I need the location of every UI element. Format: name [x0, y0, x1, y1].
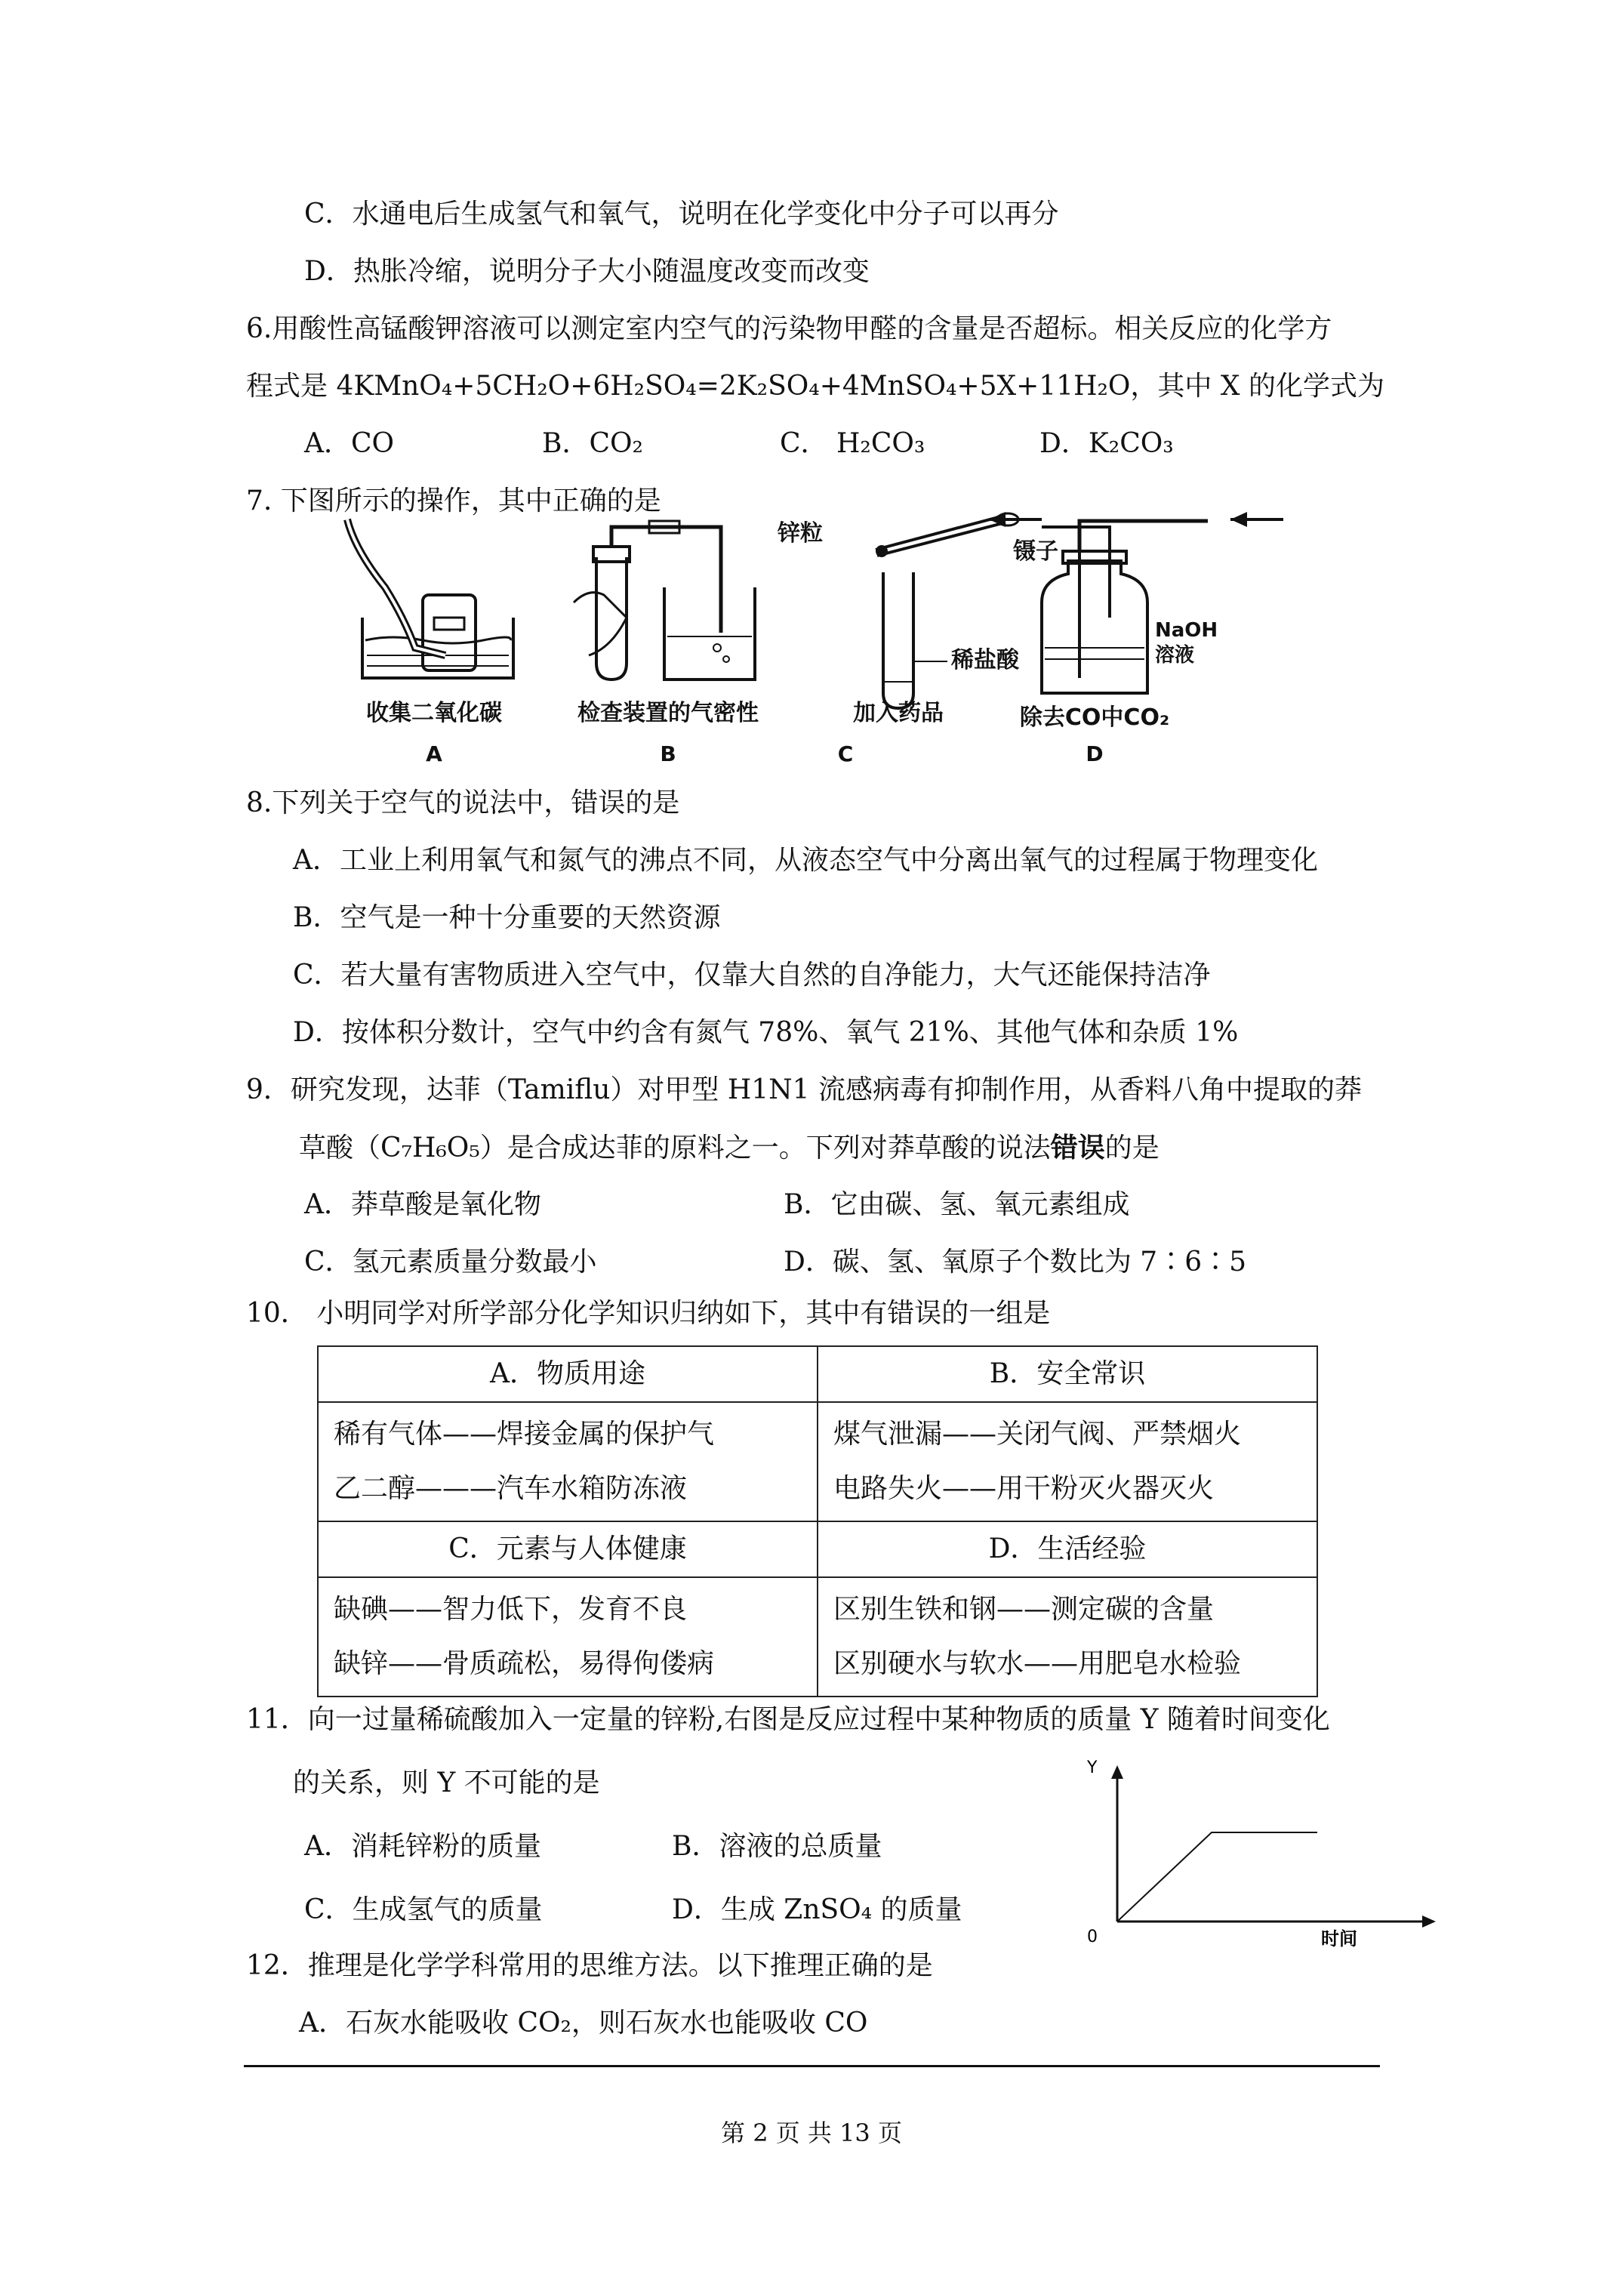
caption-b: 检查装置的气密性 — [577, 700, 759, 726]
q12-option-a: A．石灰水能吸收 CO₂，则石灰水也能吸收 CO — [299, 2008, 868, 2039]
q10-cell-b-line2: 电路失火——用干粉灭火器灭火 — [833, 1473, 1215, 1504]
label-naoh: NaOH — [1155, 619, 1218, 642]
q10-cell-c-line1: 缺碘——智力低下，发育不良 — [334, 1594, 688, 1625]
q10-stem: 10． 小明同学对所学部分化学知识归纳如下，其中有错误的一组是 — [246, 1298, 1051, 1329]
q6-option-a: A．CO — [304, 428, 395, 459]
q10-cell-b-head: B．安全常识 — [818, 1346, 1317, 1402]
letter-b: B — [660, 741, 676, 766]
x-axis-arrow-icon — [1422, 1915, 1436, 1928]
label-dilute-hcl: 稀盐酸 — [951, 647, 1019, 673]
q9-stem-line2-pre: 草酸（C₇H₆O₅）是合成达菲的原料之一。下列对莽草酸的说法 — [299, 1133, 1051, 1163]
footer-rule — [244, 2065, 1380, 2067]
q10-cell-a-body — [318, 1402, 818, 1521]
q10-cell-a-line2: 乙二醇———汽车水箱防冻液 — [334, 1473, 688, 1504]
q10-cell-d-head: D．生活经验 — [818, 1521, 1317, 1577]
q6-option-d: D．K₂CO₃ — [1039, 428, 1174, 459]
q10-cell-d-body — [818, 1577, 1317, 1697]
q8-option-c: C．若大量有害物质进入空气中，仅靠大自然的自净能力，大气还能保持洁净 — [293, 960, 1211, 991]
q10-cell-b-body — [818, 1402, 1317, 1521]
q10-cell-c-body — [318, 1577, 818, 1697]
q6-option-b: B．CO₂ — [542, 428, 643, 459]
caption-c: 加入药品 — [853, 700, 944, 726]
q9-stem-line2 — [299, 1131, 1160, 1165]
q10-cell-a-head: A．物质用途 — [318, 1346, 818, 1402]
page-number: 第 2 页 共 13 页 — [721, 2119, 902, 2147]
q10-cell-c-head: C．元素与人体健康 — [318, 1521, 818, 1577]
letter-c: C — [837, 741, 854, 766]
apparatus-b-illustration — [574, 521, 755, 680]
q10-knowledge-table — [317, 1345, 1318, 1697]
q5-option-c: C．水通电后生成氢气和氧气，说明在化学变化中分子可以再分 — [304, 199, 1059, 230]
q11-option-a: A．消耗锌粉的质量 — [304, 1831, 541, 1862]
graph-origin-label: 0 — [1087, 1928, 1098, 1946]
q9-stem-line2-post: 的是 — [1104, 1133, 1160, 1163]
q10-cell-d-line2: 区别硬水与软水——用肥皂水检验 — [833, 1648, 1242, 1679]
q9-stem-line2-emphasis: 错误 — [1050, 1132, 1105, 1163]
q11-option-b: B．溶液的总质量 — [672, 1831, 882, 1862]
q9-option-b: B．它由碳、氢、氧元素组成 — [784, 1189, 1130, 1220]
arrow-in-icon — [1230, 512, 1247, 527]
graph-curve — [1117, 1832, 1317, 1922]
q10-cell-c-line2: 缺锌——骨质疏松，易得佝偻病 — [334, 1648, 715, 1679]
q9-option-a: A．莽草酸是氧化物 — [304, 1189, 541, 1220]
graph-y-label: Y — [1087, 1758, 1098, 1777]
apparatus-c-illustration — [876, 513, 1018, 708]
q6-option-c: C． H₂CO₃ — [780, 428, 925, 459]
q7-figure-strip — [332, 504, 1291, 769]
label-zinc: 锌粒 — [778, 520, 823, 547]
q9-stem-line1: 9．研究发现，达菲（Tamiflu）对甲型 H1N1 流感病毒有抑制作用，从香料八角中提取的莽 — [246, 1074, 1363, 1105]
q8-option-d: D．按体积分数计，空气中约含有氮气 78%、氧气 21%、其他气体和杂质 1% — [293, 1017, 1239, 1048]
y-axis-arrow-icon — [1111, 1765, 1123, 1779]
q11-stem-line1: 11．向一过量稀硫酸加入一定量的锌粉,右图是反应过程中某种物质的质量 Y 随着时间变化 — [246, 1704, 1330, 1735]
q11-option-d: D．生成 ZnSO₄ 的质量 — [672, 1894, 962, 1925]
letter-a: A — [426, 741, 442, 766]
graph-x-label: 时间 — [1321, 1928, 1357, 1948]
q6-stem-line1: 6.用酸性高锰酸钾溶液可以测定室内空气的污染物甲醛的含量是否超标。相关反应的化学方 — [246, 313, 1332, 344]
caption-a: 收集二氧化碳 — [366, 700, 502, 726]
q11-option-c: C．生成氢气的质量 — [304, 1894, 543, 1925]
q11-graph — [1064, 1752, 1449, 1948]
q10-cell-a-line1: 稀有气体——焊接金属的保护气 — [334, 1419, 715, 1450]
letter-d: D — [1086, 741, 1104, 766]
q5-option-d: D．热胀冷缩，说明分子大小随温度改变而改变 — [304, 256, 870, 287]
label-solution: 溶液 — [1155, 644, 1195, 667]
q10-cell-d-line1: 区别生铁和钢——测定碳的含量 — [833, 1594, 1215, 1625]
q7-stem: 7. 下图所示的操作，其中正确的是 — [246, 485, 661, 516]
q8-stem: 8.下列关于空气的说法中，错误的是 — [246, 787, 680, 818]
q8-option-a: A．工业上利用氧气和氮气的沸点不同，从液态空气中分离出氧气的过程属于物理变化 — [293, 845, 1318, 876]
q10-cell-b-line1: 煤气泄漏——关闭气阀、严禁烟火 — [833, 1419, 1242, 1450]
q12-stem: 12．推理是化学学科常用的思维方法。以下推理正确的是 — [246, 1950, 933, 1981]
q9-option-d: D．碳、氢、氧原子个数比为 7∶6∶5 — [784, 1247, 1247, 1277]
q9-option-c: C．氢元素质量分数最小 — [304, 1247, 597, 1277]
q11-stem-line2: 的关系，则 Y 不可能的是 — [293, 1767, 600, 1798]
q8-option-b: B．空气是一种十分重要的天然资源 — [293, 902, 721, 933]
label-tweezers: 镊子 — [1013, 538, 1058, 565]
apparatus-a-illustration — [347, 519, 513, 678]
caption-d: 除去CO中CO₂ — [1019, 704, 1170, 731]
q6-stem-line2: 程式是 4KMnO₄+5CH₂O+6H₂SO₄=2K₂SO₄+4MnSO₄+5X+11H₂O，其中 X 的化学式为 — [246, 371, 1384, 402]
